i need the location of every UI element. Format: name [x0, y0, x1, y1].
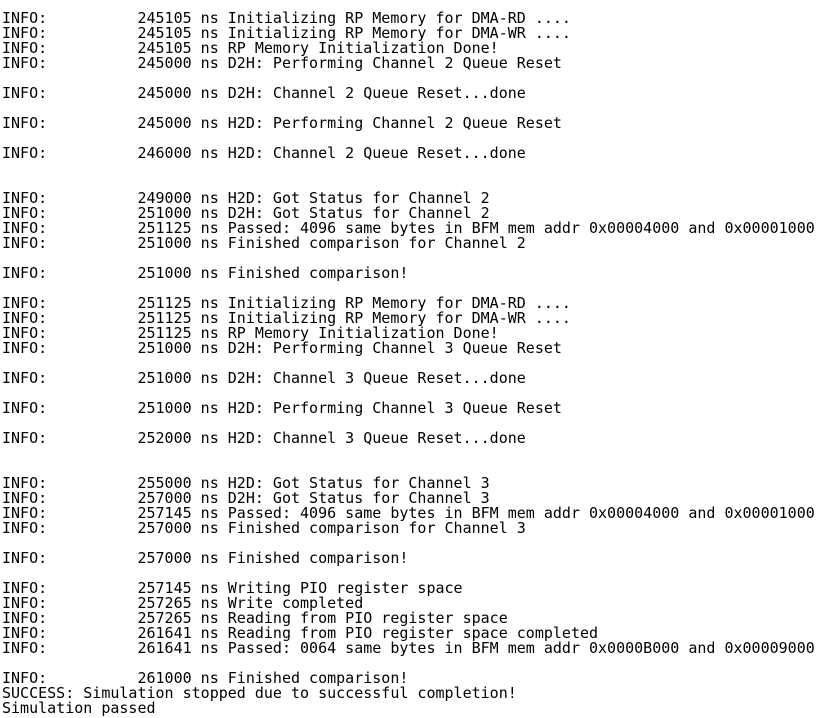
log-line: INFO: 257000 ns Finished comparison! — [2, 549, 409, 567]
log-line: INFO: 257145 ns Passed: 4096 same bytes in BFM mem addr 0x00004000 and 0x00001000 — [2, 504, 815, 522]
log-line: INFO: 245000 ns H2D: Performing Channel 2 Queue Reset — [2, 114, 562, 132]
log-line: INFO: 245105 ns RP Memory Initialization Done! — [2, 39, 499, 57]
log-line: INFO: 257000 ns D2H: Got Status for Channel 3 — [2, 489, 490, 507]
log-line-blank — [2, 446, 823, 461]
log-line: INFO: 245105 ns Initializing RP Memory for DMA-WR .... — [2, 24, 571, 42]
log-line: INFO: 261641 ns Passed: 0064 same bytes in BFM mem addr 0x0000B000 and 0x00009000 — [2, 639, 815, 657]
log-line: INFO: 257265 ns Reading from PIO register space — [2, 609, 508, 627]
log-line: INFO: 251000 ns Finished comparison! — [2, 264, 409, 282]
log-line: INFO: 251000 ns Finished comparison for Channel 2 — [2, 234, 526, 252]
log-line: INFO: 251000 ns D2H: Channel 3 Queue Reset...done — [2, 369, 526, 387]
log-line: SUCCESS: Simulation stopped due to successful completion! — [2, 684, 517, 702]
log-line: INFO: 257000 ns Finished comparison for Channel 3 — [2, 519, 526, 537]
log-line: INFO: 249000 ns H2D: Got Status for Channel 2 — [2, 189, 490, 207]
log-line: INFO: 251000 ns D2H: Performing Channel 3 Queue Reset — [2, 339, 562, 357]
log-line: INFO: 261000 ns Finished comparison! — [2, 669, 409, 687]
log-line: INFO: 261641 ns Reading from PIO register space completed — [2, 624, 599, 642]
log-line: Simulation passed — [2, 699, 156, 717]
log-line: INFO: 251000 ns D2H: Got Status for Channel 2 — [2, 204, 490, 222]
log-line: INFO: 251000 ns H2D: Performing Channel 3 Queue Reset — [2, 399, 562, 417]
log-line-blank — [2, 161, 823, 176]
log-line: INFO: 257145 ns Writing PIO register space — [2, 579, 463, 597]
log-line: INFO: 255000 ns H2D: Got Status for Channel 3 — [2, 474, 490, 492]
log-line: INFO: 251125 ns Passed: 4096 same bytes in BFM mem addr 0x00004000 and 0x00001000 — [2, 219, 815, 237]
log-line: INFO: 251125 ns Initializing RP Memory for DMA-RD .... — [2, 294, 571, 312]
log-line: INFO: 251125 ns Initializing RP Memory for DMA-WR .... — [2, 309, 571, 327]
log-line: INFO: 245000 ns D2H: Performing Channel 2 Queue Reset — [2, 54, 562, 72]
log-line: INFO: 251125 ns RP Memory Initialization Done! — [2, 324, 499, 342]
log-line: INFO: 246000 ns H2D: Channel 2 Queue Reset...done — [2, 144, 526, 162]
log-line: INFO: 245105 ns Initializing RP Memory for DMA-RD .... — [2, 9, 571, 27]
log-line: INFO: 252000 ns H2D: Channel 3 Queue Reset...done — [2, 429, 526, 447]
log-line: INFO: 245000 ns D2H: Channel 2 Queue Reset...done — [2, 84, 526, 102]
log-line: INFO: 257265 ns Write completed — [2, 594, 364, 612]
